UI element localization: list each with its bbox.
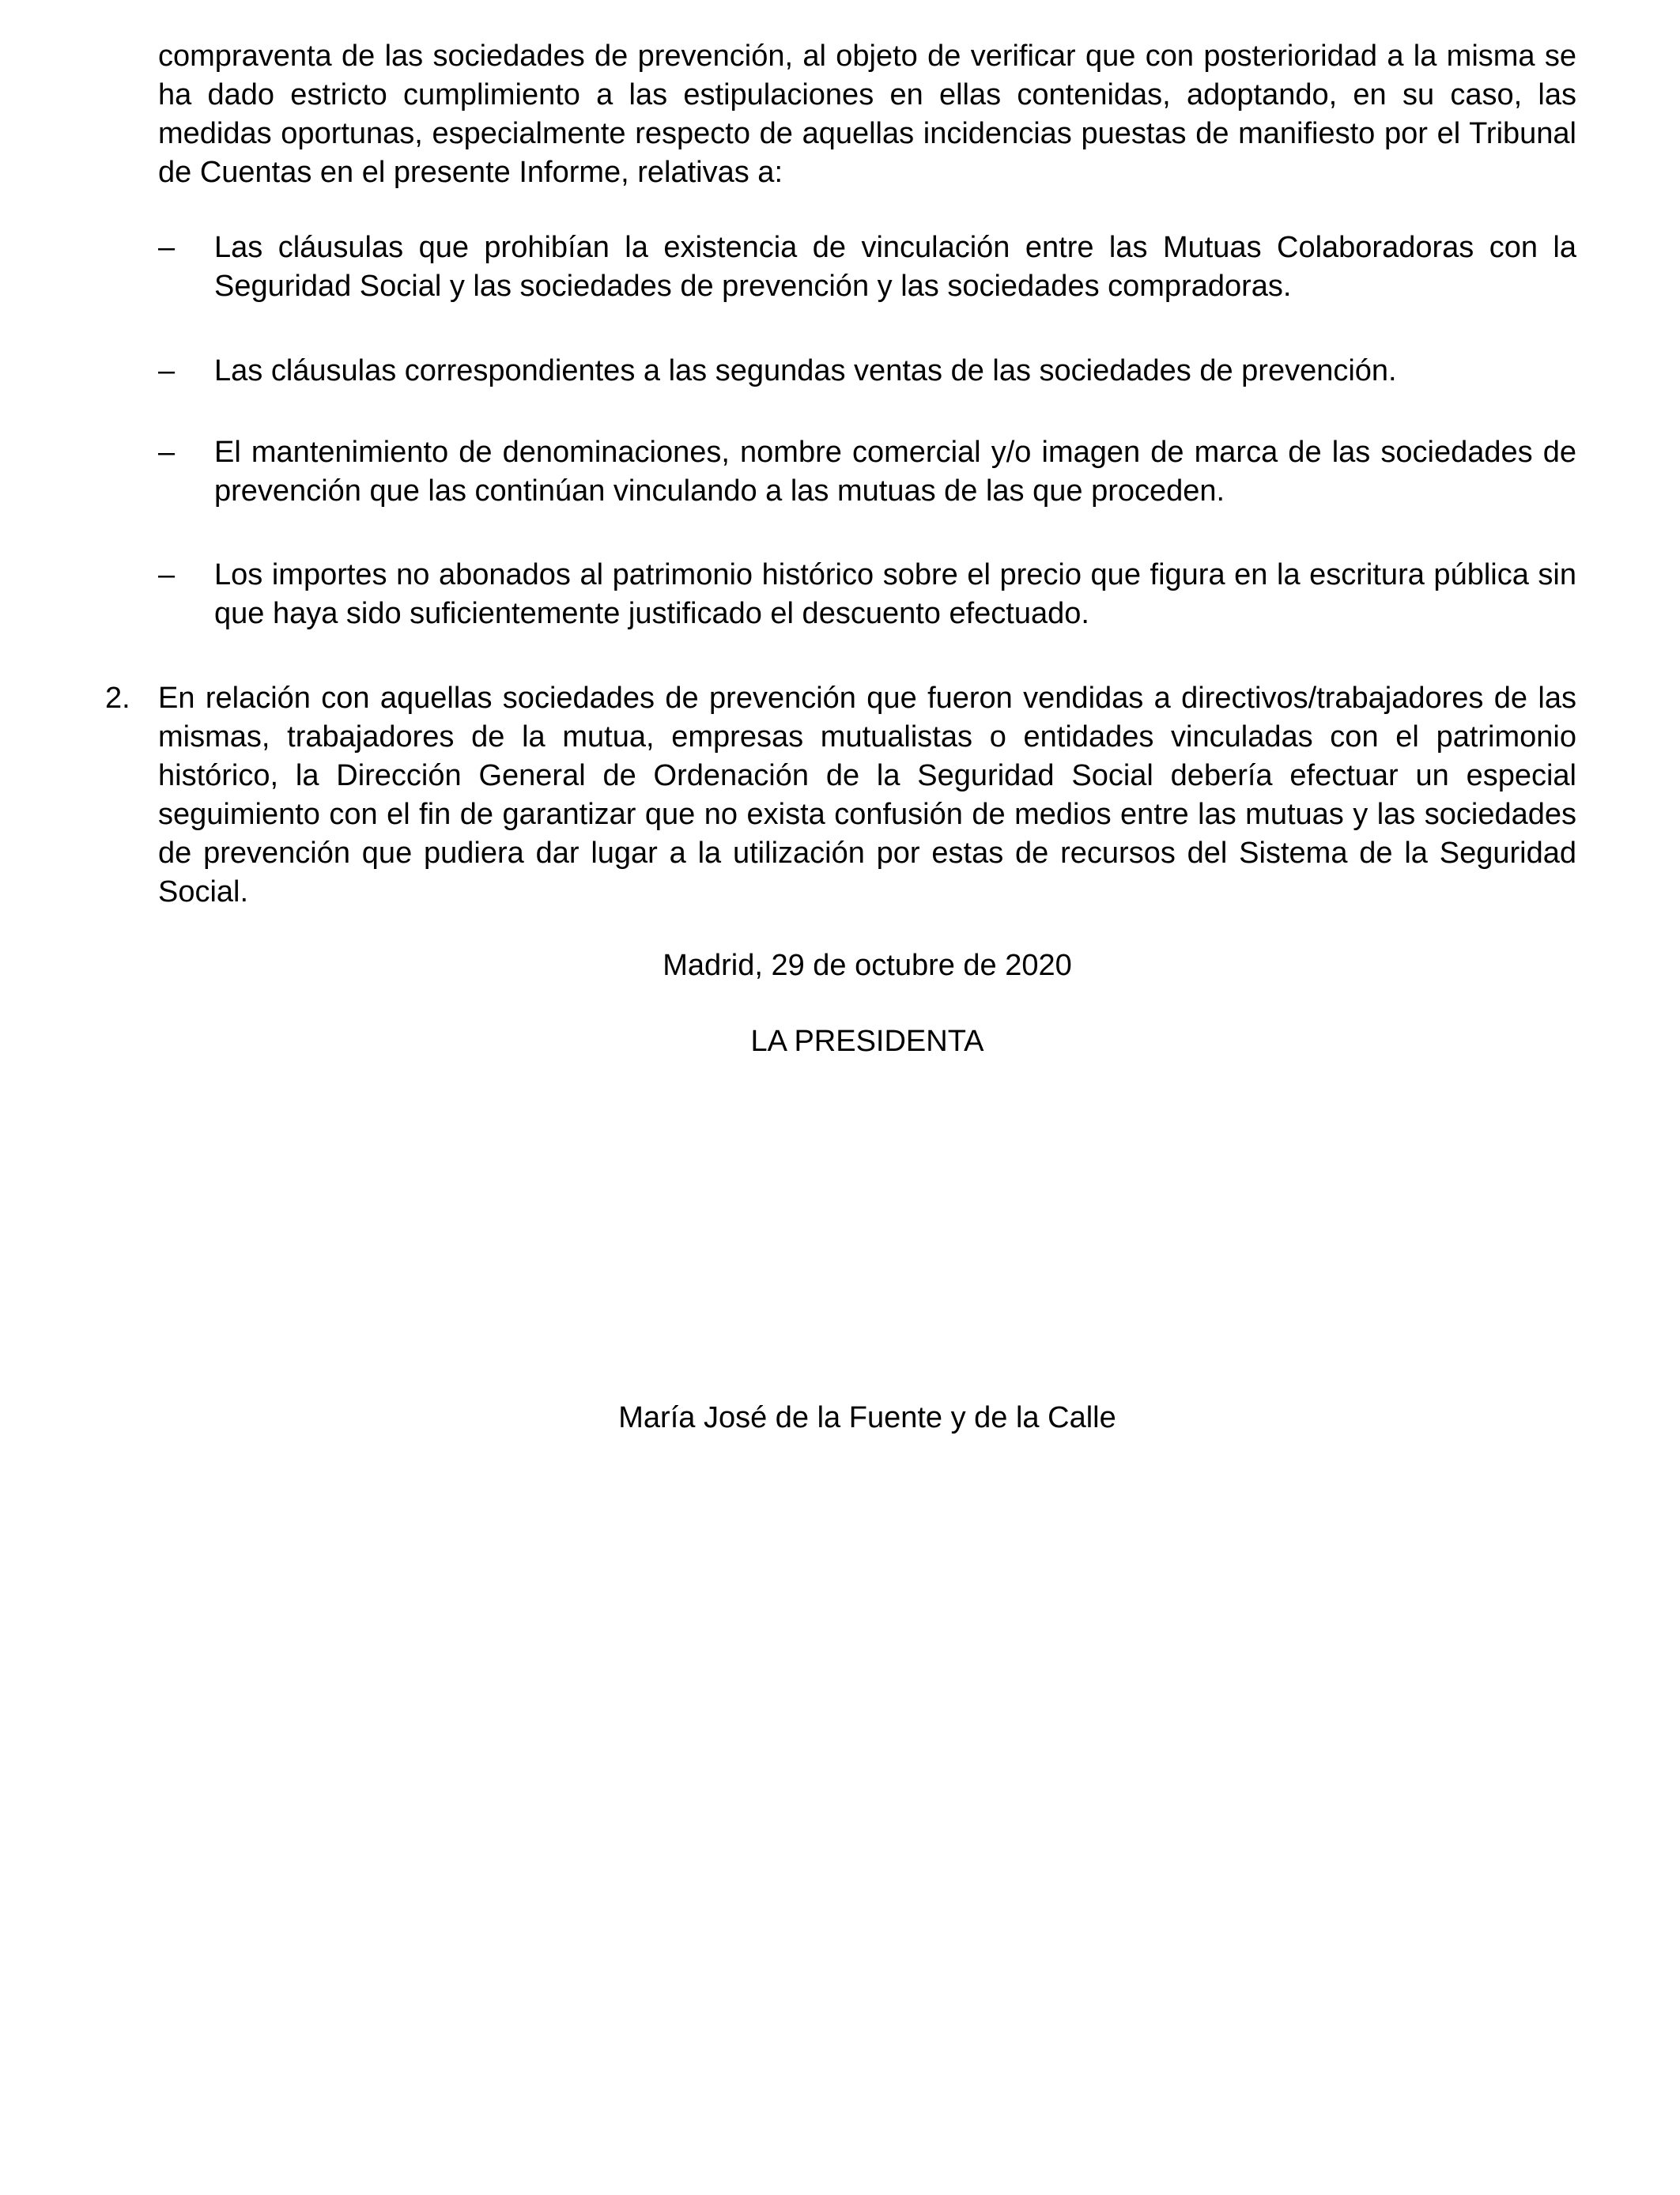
- bullet-text: El mantenimiento de denominaciones, nombre comercial y/o imagen de marca de las sociedades de prevención que las continúan vinculando a las mutuas de las que proceden.: [214, 436, 1576, 508]
- bullet-text: Las cláusulas correspondientes a las segundas ventas de las sociedades de prevención.: [214, 354, 1397, 387]
- bullet-item: [158, 433, 1576, 511]
- signatory-name: María José de la Fuente y de la Calle: [618, 1401, 1116, 1434]
- bullet-item: [158, 352, 1576, 391]
- signatory-title: LA PRESIDENTA: [750, 1025, 984, 1058]
- bullet-text: Las cláusulas que prohibían la existencia de vinculación entre las Mutuas Colaboradoras con la Seguridad Social y las sociedades de prevención y las sociedades compradoras.: [214, 231, 1576, 303]
- dash-bullet-icon: –: [158, 558, 176, 591]
- dash-bullet-icon: –: [158, 231, 176, 264]
- dash-bullet-icon: –: [158, 436, 176, 469]
- dash-bullet-icon: –: [158, 354, 176, 387]
- numbered-item-2: [105, 679, 1576, 912]
- bullet-item: [158, 556, 1576, 633]
- intro-paragraph: [158, 37, 1576, 192]
- bullet-item: [158, 229, 1576, 306]
- place-date: Madrid, 29 de octubre de 2020: [663, 949, 1072, 982]
- numbered-item-text: En relación con aquellas sociedades de prevención que fueron vendidas a directivos/trabajadores de las mismas, trabajadores de la mutua, empresas mutualistas o entidades vinculadas con el patrimonio histórico, la Dirección General de Ordenación de la Seguridad Social debería efectuar un especial seguimiento con el fin de garantizar que no exista confusión de medios entre las mutuas y las sociedades de prevención que pudiera dar lugar a la utilización por estas de recursos del Sistema de la Seguridad Social.: [158, 682, 1576, 909]
- bullet-text: Los importes no abonados al patrimonio histórico sobre el precio que figura en la escritura pública sin que haya sido suficientemente justificado el descuento efectuado.: [214, 558, 1576, 630]
- item-number: 2.: [105, 682, 130, 715]
- intro-paragraph-text: compraventa de las sociedades de prevención, al objeto de verificar que con posterioridad a la misma se ha dado estricto cumplimiento a las estipulaciones en ellas contenidas, adoptando, en su caso, las medidas oportunas, especialmente respecto de aquellas incidencias puestas de manifiesto por el Tribunal de Cuentas en el presente Informe, relativas a:: [158, 40, 1576, 189]
